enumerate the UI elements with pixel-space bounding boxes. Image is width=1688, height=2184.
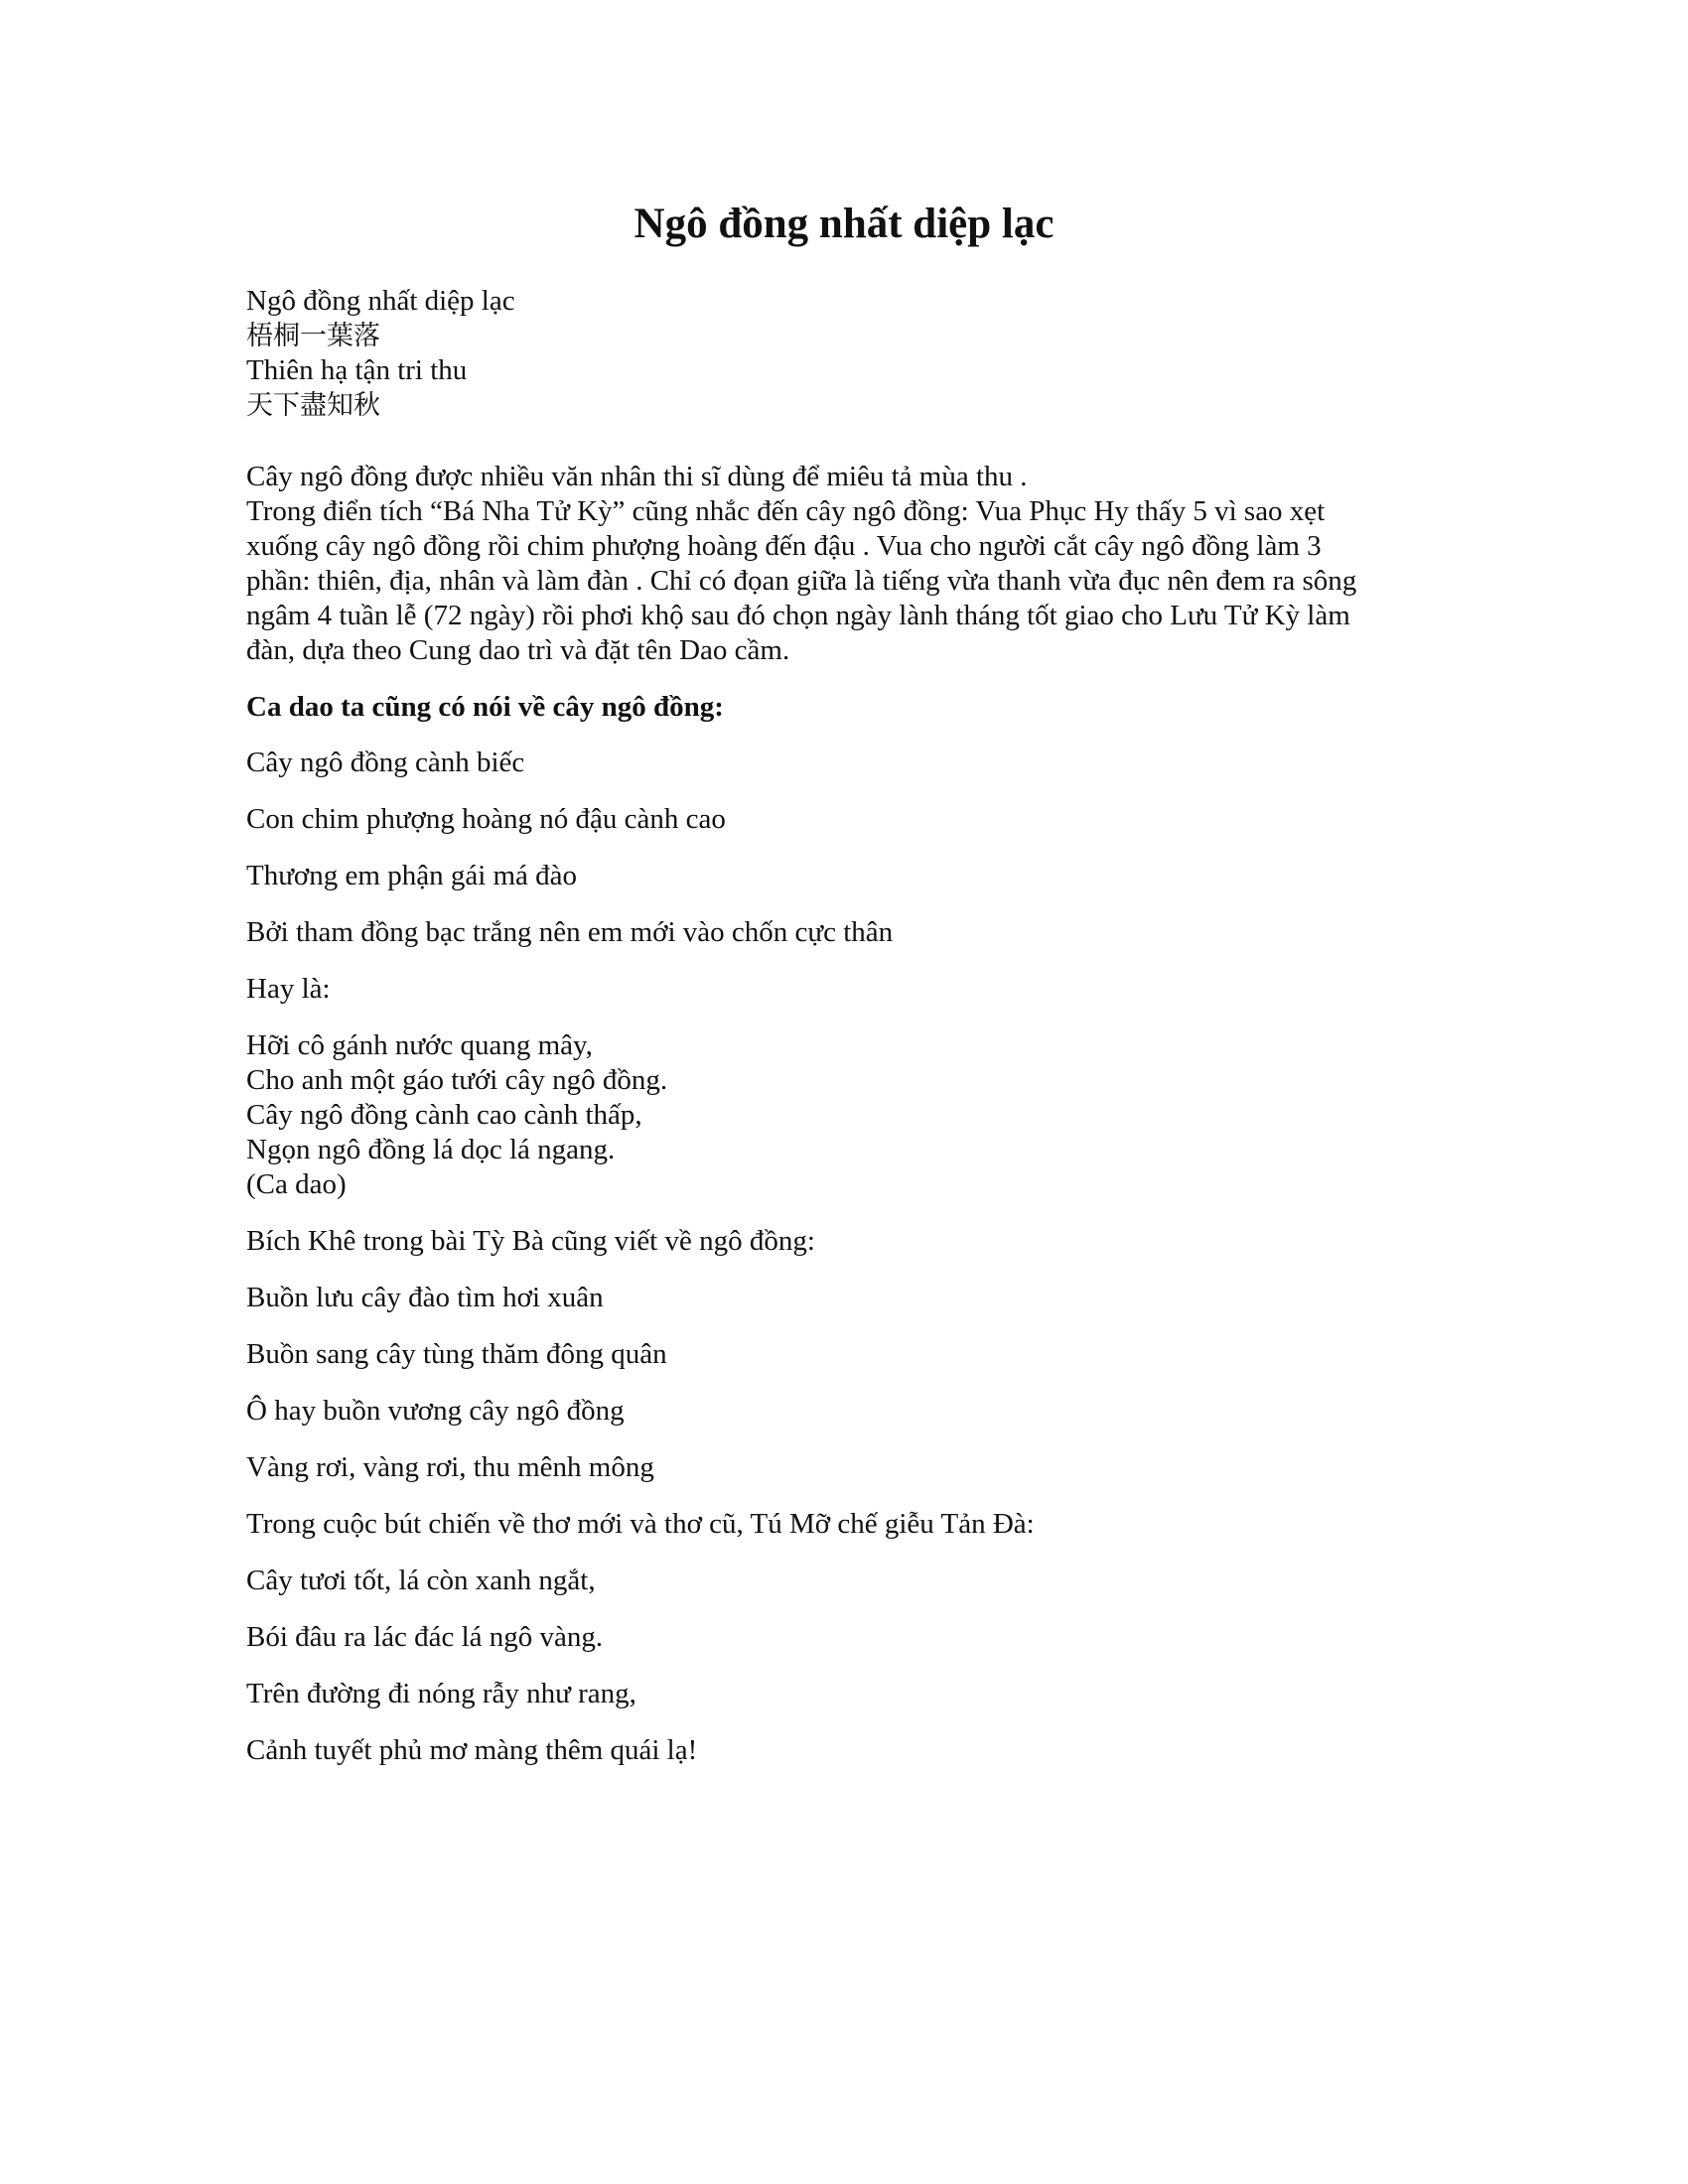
ca-dao-heading: Ca dao ta cũng có nói về cây ngô đồng: xyxy=(246,691,724,723)
paragraph-line: Trong điển tích “Bá Nha Tử Kỳ” cũng nhắc đến cây ngô đồng: Vua Phục Hy thấy 5 vì sao xẹt xyxy=(246,495,1326,527)
verse-line: Bói đâu ra lác đác lá ngô vàng. xyxy=(246,1621,604,1653)
verse-line: Bởi tham đồng bạc trắng nên em mới vào chốn cực thân xyxy=(246,916,894,948)
verse-line: Hỡi cô gánh nước quang mây, xyxy=(246,1029,593,1061)
verse-line: Cảnh tuyết phủ mơ màng thêm quái lạ! xyxy=(246,1734,698,1766)
verse-line: Con chim phượng hoàng nó đậu cành cao xyxy=(246,803,726,835)
verse-line: Ngọn ngô đồng lá dọc lá ngang. xyxy=(246,1134,616,1165)
intro-line-han: 天下盡知秋 xyxy=(246,390,380,421)
main-paragraph xyxy=(246,460,1438,668)
verse-source: (Ca dao) xyxy=(246,1168,347,1200)
verse-line: Buồn sang cây tùng thăm đông quân xyxy=(246,1338,667,1370)
intro-line-han: 梧桐一葉落 xyxy=(246,321,380,351)
verse-line: Thương em phận gái má đào xyxy=(246,860,578,891)
paragraph-line: đàn, dựa theo Cung dao trì và đặt tên Dao cầm. xyxy=(246,634,790,666)
document-body xyxy=(246,284,1438,1768)
verse-line: Cây tươi tốt, lá còn xanh ngắt, xyxy=(246,1565,596,1596)
document-title: Ngô đồng nhất diệp lạc xyxy=(633,201,1055,247)
paragraph-line: Cây ngô đồng được nhiều văn nhân thi sĩ dùng để miêu tả mùa thu . xyxy=(246,461,1028,492)
intro-verse xyxy=(246,284,1438,423)
bich-khe-intro: Bích Khê trong bài Tỳ Bà cũng viết về ngô đồng: xyxy=(246,1225,815,1257)
verse-line: Ô hay buồn vương cây ngô đồng xyxy=(246,1395,625,1427)
bich-khe-poem xyxy=(246,1281,1438,1485)
intro-line: Ngô đồng nhất diệp lạc xyxy=(246,285,515,317)
ca-dao-verse-1 xyxy=(246,746,1438,950)
paragraph-line: ngâm 4 tuần lễ (72 ngày) rồi phơi khộ sau đó chọn ngày lành tháng tốt giao cho Lưu Tử Kỳ làm xyxy=(246,600,1350,631)
verse-line: Trên đường đi nóng rẫy như rang, xyxy=(246,1678,636,1709)
paragraph-line: phần: thiên, địa, nhân và làm đàn . Chỉ có đọan giữa là tiếng vừa thanh vừa đục nên đem ra sông xyxy=(246,565,1357,597)
intro-line: Thiên hạ tận tri thu xyxy=(246,354,468,386)
verse-line: Vàng rơi, vàng rơi, thu mênh mông xyxy=(246,1451,654,1483)
verse-line: Buồn lưu cây đào tìm hơi xuân xyxy=(246,1282,604,1313)
ca-dao-verse-2 xyxy=(246,1028,1438,1202)
tu-mo-intro: Trong cuộc bút chiến về thơ mới và thơ cũ, Tú Mỡ chế giễu Tản Đà: xyxy=(246,1508,1035,1540)
verse-line: Cho anh một gáo tưới cây ngô đồng. xyxy=(246,1064,668,1096)
verse-line: Cây ngô đồng cành cao cành thấp, xyxy=(246,1099,642,1131)
verse-line: Cây ngô đồng cành biếc xyxy=(246,747,525,778)
hay-la-label: Hay là: xyxy=(246,973,331,1005)
paragraph-line: xuống cây ngô đồng rồi chim phượng hoàng đến đậu . Vua cho người cắt cây ngô đồng làm 3 xyxy=(246,530,1322,562)
tu-mo-poem xyxy=(246,1564,1438,1768)
